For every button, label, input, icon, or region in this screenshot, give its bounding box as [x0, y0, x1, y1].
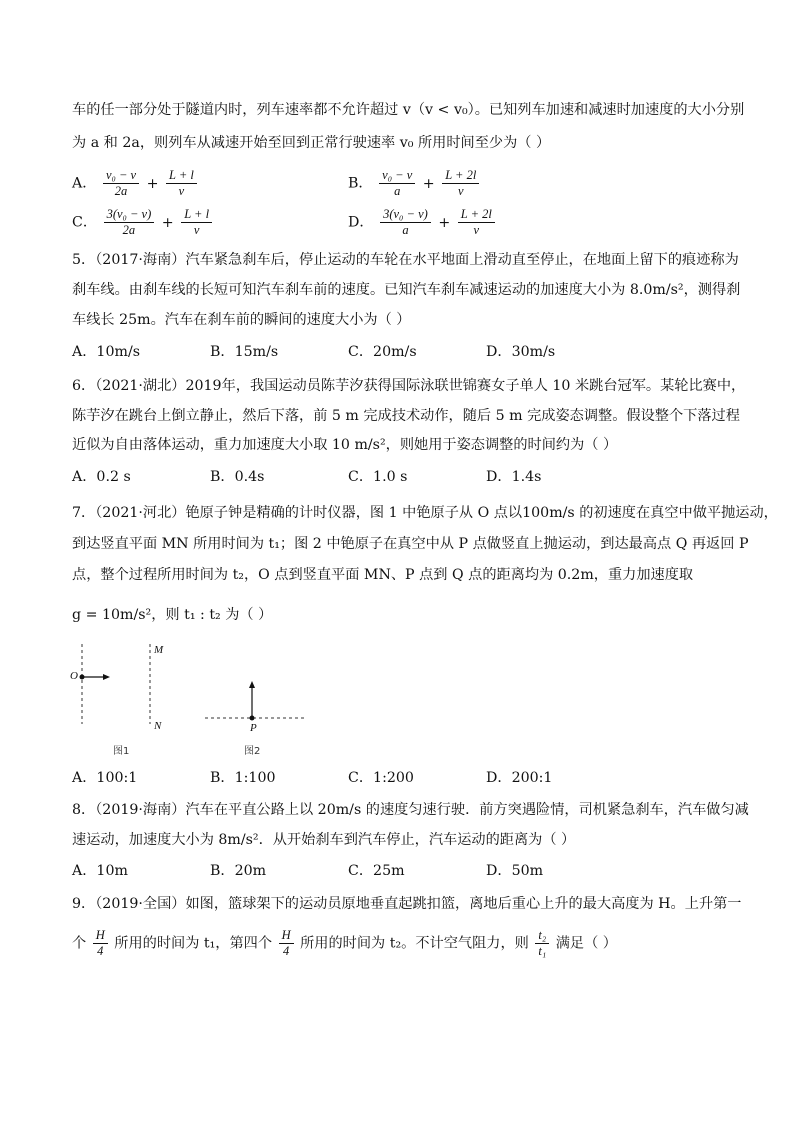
fraction: $\frac{\text{3(v₀ − v)}}{2a}$ [104, 207, 155, 238]
arrow-head-right-icon [103, 674, 110, 680]
q5-option-b: B．15m/s [210, 344, 279, 360]
q6-line-3: 近似为自由落体运动，重力加速度大小取 10 m/s²，则她用于姿态调整的时间约为（ ） [72, 437, 618, 453]
q6-option-b: B．0.4s [210, 469, 265, 485]
fraction: $\frac{L + l}{v}$ [166, 168, 197, 199]
fraction: $\frac{L + 2l}{v}$ [442, 168, 479, 199]
fraction: $\frac{\text{3(v₀ − v)}}{a}$ [380, 207, 431, 238]
fraction: $\frac{L + 2l}{v}$ [458, 207, 495, 238]
q7-option-c: C．1:200 [348, 770, 414, 786]
q8-line-2: 速运动，加速度大小为 8m/s²．从开始刹车到汽车停止，汽车运动的距离为（ ） [72, 832, 576, 848]
q6-line-2: 陈芋汐在跳台上倒立静止，然后下落，前 5 m 完成技术动作，随后 5 m 完成姿态调整。假设整个下落过程 [72, 408, 740, 424]
q4-option-b: B． $\frac{\text{v₀ − v}}{a}$ + $\frac{L + 2l}{v}$ [348, 168, 481, 199]
q8-option-d: D．50m [486, 863, 544, 879]
label-p: P [250, 722, 257, 734]
q7-diagram [60, 636, 320, 756]
q7-option-a: A．100:1 [72, 770, 138, 786]
label-m: M [154, 644, 164, 656]
q7-line-3: 点，整个过程所用时间为 t₂，O 点到竖直平面 MN、P 点到 Q 点的距离均为 0.2m，重力加速度取 [72, 567, 694, 583]
q6-option-d: D．1.4s [486, 469, 542, 485]
q5-line-1: 5．（2017·海南）汽车紧急刹车后，停止运动的车轮在水平地面上滑动直至停止，在地面上留下的痕迹称为 [72, 252, 739, 268]
q7-line-4: g = 10m/s²，则 t₁ : t₂ 为（ ） [72, 607, 273, 623]
fraction-t2-over-t1: $\frac{\text{t₂}}{\text{t₁}}$ [535, 928, 549, 959]
intro-line-2: 为 a 和 2a，则列车从减速开始至回到正常行驶速率 v₀ 所用时间至少为（ ） [72, 135, 551, 151]
label-o: O [70, 670, 78, 682]
option-label: C． [72, 214, 98, 231]
fraction: $\frac{\text{v₀ − v}}{a}$ [379, 168, 415, 199]
q4-option-d: D． $\frac{\text{3(v₀ − v)}}{a}$ + $\frac{L + 2l}{v}$ [348, 207, 497, 238]
q8-option-b: B．20m [210, 863, 267, 879]
option-label: A． [72, 175, 97, 192]
fraction: $\frac{L + l}{v}$ [181, 207, 212, 238]
q7-figure [60, 636, 320, 756]
label-n: N [154, 720, 162, 732]
q5-line-2: 刹车线。由刹车线的长短可知汽车刹车前的速度。已知汽车刹车减速运动的加速度大小为 8.0m/s²，测得刹 [72, 282, 741, 298]
q6-line-1: 6．（2021·湖北）2019年，我国运动员陈芋汐获得国际泳联世锦赛女子单人 10 米跳台冠军。某轮比赛中， [72, 378, 746, 394]
q8-line-1: 8．（2019·海南）汽车在平直公路上以 20m/s 的速度匀速行驶．前方突遇险情，司机紧急刹车，汽车做匀减 [72, 802, 749, 818]
q7-line-2: 到达竖直平面 MN 所用时间为 t₁；图 2 中铯原子在真空中从 P 点做竖直上抛运动，到达最高点 Q 再返回 P [72, 536, 749, 552]
q9-line-1: 9．（2019·全国）如图，篮球架下的运动员原地垂直起跳扣篮，离地后重心上升的最大高度为 H。上升第一 [72, 896, 742, 912]
q5-option-c: C．20m/s [348, 344, 417, 360]
q8-option-c: C．25m [348, 863, 405, 879]
q6-option-c: C．1.0 s [348, 469, 408, 485]
q6-option-a: A．0.2 s [72, 469, 131, 485]
fraction-h-over-4: $\frac{H}{4}$ [279, 928, 294, 959]
q9-line-2: 个 $\frac{H}{4}$ 所用的时间为 t₁，第四个 $\frac{H}{4}$ 所用的时间为 t₂。不计空气阻力，则 $\frac{\text{t₂}}{\text{t₁}}$ 满足（ ） [72, 928, 617, 958]
q5-option-a: A．10m/s [72, 344, 141, 360]
figure-2-caption: 图2 [244, 746, 261, 757]
fraction: $\frac{\text{v₀ − v}}{2a}$ [103, 168, 139, 199]
q7-option-d: D．200:1 [486, 770, 553, 786]
q8-option-a: A．10m [72, 863, 128, 879]
intro-line-1: 车的任一部分处于隧道内时，列车速率都不允许超过 v（v < v₀）。已知列车加速和减速时加速度的大小分别 [72, 102, 745, 118]
q7-line-1: 7．（2021·河北）铯原子钟是精确的计时仪器，图 1 中铯原子从 O 点以100m/s 的初速度在真空中做平抛运动， [72, 505, 778, 521]
q4-option-a: A． $\frac{\text{v₀ − v}}{2a}$ + $\frac{L + l}{v}$ [72, 168, 199, 199]
figure-1-caption: 图1 [113, 746, 130, 757]
q7-option-b: B．1:100 [210, 770, 276, 786]
option-label: D． [348, 214, 374, 231]
arrow-head-up-icon [249, 681, 255, 688]
option-label: B． [348, 175, 373, 192]
q5-option-d: D．30m/s [486, 344, 556, 360]
q4-option-c: C． $\frac{\text{3(v₀ − v)}}{2a}$ + $\frac{L + l}{v}$ [72, 207, 214, 238]
fraction-h-over-4: $\frac{H}{4}$ [93, 928, 108, 959]
q5-line-3: 车线长 25m。汽车在刹车前的瞬间的速度大小为（ ） [72, 312, 411, 328]
